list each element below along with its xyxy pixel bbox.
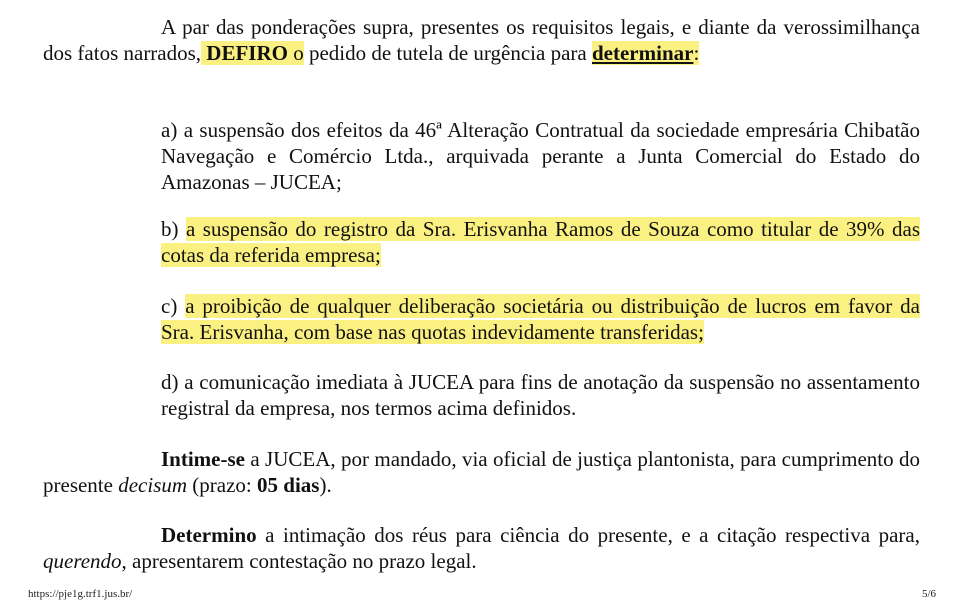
highlight-defiro: DEFIRO o bbox=[201, 41, 304, 65]
item-b: b) a suspensão do registro da Sra. Erisvanha Ramos de Souza como titular de 39% das cotas da referida empresa; bbox=[161, 217, 920, 267]
paragraph-determino: Determino a intimação dos réus para ciência do presente, e a citação respectiva para, querendo, apresentarem contestação no prazo legal. bbox=[43, 523, 920, 573]
footer-page-number: 5/6 bbox=[922, 588, 937, 600]
item-c: c) a proibição de qualquer deliberação societária ou distribuição de lucros em favor da Sra. Erisvanha, com base nas quotas indevidamente transferidas; bbox=[161, 294, 920, 344]
item-d: d) a comunicação imediata à JUCEA para fins de anotação da suspensão no assentamento registral da empresa, nos termos acima definidos. bbox=[161, 370, 920, 420]
paragraph-intime: Intime-se a JUCEA, por mandado, via oficial de justiça plantonista, para cumprimento do presente decisum (prazo: 05 dias). bbox=[43, 447, 920, 497]
highlight-item-b: a suspensão do registro da Sra. Erisvanha Ramos de Souza como titular de 39% das cotas da referida empresa; bbox=[161, 217, 920, 267]
paragraph-deferimento: A par das ponderações supra, presentes os requisitos legais, e diante da verossimilhança dos fatos narrados, DEFIRO o pedido de tutela de urgência para determinar: bbox=[43, 15, 920, 65]
footer-url: https://pje1g.trf1.jus.br/ bbox=[28, 588, 133, 600]
highlight-item-c: a proibição de qualquer deliberação societária ou distribuição de lucros em favor da Sra. Erisvanha, com base nas quotas indevidamente transferidas; bbox=[161, 294, 920, 344]
item-a: a) a suspensão dos efeitos da 46ª Alteração Contratual da sociedade empresária Chibatão Navegação e Comércio Ltda., arquivada perante a Junta Comercial do Estado do Amazonas – JUCEA; bbox=[161, 118, 920, 194]
highlight-determinar: determinar: bbox=[591, 41, 700, 65]
